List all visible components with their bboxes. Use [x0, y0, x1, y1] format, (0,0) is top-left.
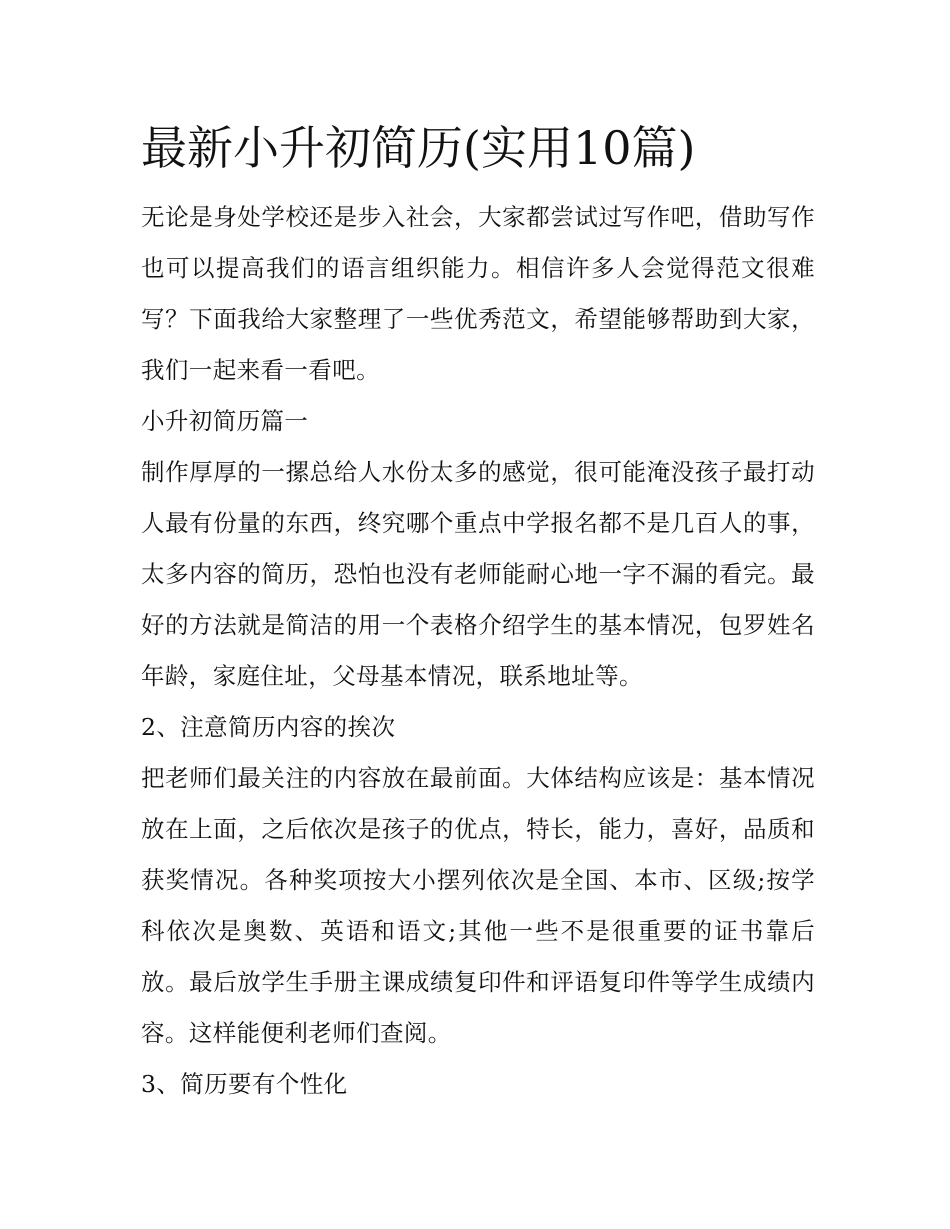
section-1-paragraph: 制作厚厚的一摞总给人水份太多的感觉，很可能淹没孩子最打动人最有份量的东西，终究哪个重点中学报名都不是几百人的事，太多内容的简历，恐怕也没有老师能耐心地一字不漏的看完。最好的方法就是简洁的用一个表格介绍学生的基本情况，包罗姓名年龄，家庭住址，父母基本情况，联系地址等。: [141, 458, 815, 690]
section-heading-1: 小升初简历篇一: [141, 407, 309, 435]
point-2-heading: 2、注意简历内容的挨次: [141, 713, 396, 741]
point-2-paragraph: 把老师们最关注的内容放在最前面。大体结构应该是：基本情况放在上面，之后依次是孩子的优点，特长，能力，喜好，品质和获奖情况。各种奖项按大小摆列依次是全国、本市、区级;按学科依次是奥数、英语和语文;其他一些不是很重要的证书靠后放。最后放学生手册主课成绩复印件和评语复印件等学生成绩内容。这样能便利老师们查阅。: [141, 764, 815, 1047]
document-title: 最新小升初简历(实用10篇): [141, 121, 696, 175]
point-3-heading: 3、简历要有个性化: [141, 1070, 348, 1098]
document-page: [141, 118, 815, 1110]
intro-paragraph: 无论是身处学校还是步入社会，大家都尝试过写作吧，借助写作也可以提高我们的语言组织能力。相信许多人会觉得范文很难写？下面我给大家整理了一些优秀范文，希望能够帮助到大家，我们一起来看一看吧。: [141, 203, 815, 384]
